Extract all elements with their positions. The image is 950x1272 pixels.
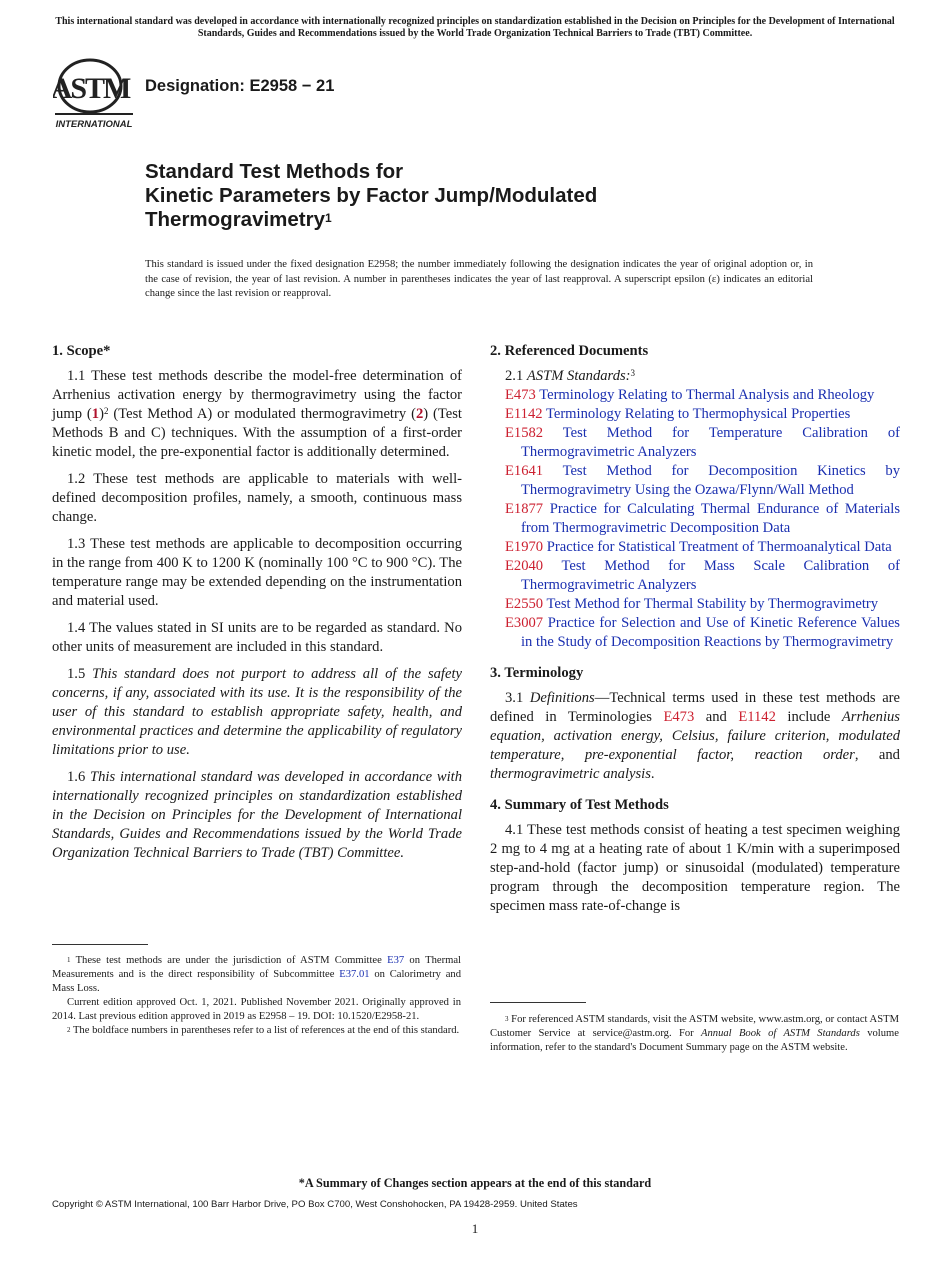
reference-title[interactable]: Test Method for Decomposition Kinetics by Thermogravimetry Using the Ozawa/Flynn/Wall Method — [521, 463, 901, 498]
reference-item[interactable] — [490, 405, 900, 424]
reference-item[interactable] — [490, 595, 900, 614]
scope-1-4: 1.4 The values stated in SI units are to be regarded as standard. No other units of measurement are included in this standard. — [52, 620, 462, 655]
reference-item[interactable] — [490, 614, 900, 652]
reference-code[interactable]: E2550 — [505, 596, 544, 612]
footnote-mark-2: 2 — [103, 406, 109, 416]
reference-title[interactable]: Practice for Selection and Use of Kinetic Reference Values in the Study of Decomposition Reactions by Thermogravimetry — [521, 615, 900, 650]
reference-code[interactable]: E1582 — [505, 425, 544, 441]
scope-1-2: 1.2 These test methods are applicable to materials with well-defined decomposition profiles, namely, a smooth, continuous mass change. — [52, 471, 462, 525]
committee-link-e37[interactable]: E37 — [387, 955, 405, 966]
footnote-1: $^1$ These test methods are under the jurisdiction of ASTM Committee E37 on Thermal Measurements and is the direct responsibility of Subcommittee E37.01 on Calorimetry and Mass Loss. — [52, 955, 461, 994]
reference-item[interactable] — [490, 386, 900, 405]
scope-1-1: 1.1 These test methods describe the model-free determination of Arrhenius activation energy by thermogravimetry using the factor jump (1)$^2$ (Test Method A) or modulated thermogravimetry (2) (Test Methods B and C) techniques. With the assumption of a first-order kinetic model, the pre-exponential factor is additionally determined. — [52, 368, 462, 460]
document-title — [145, 160, 825, 232]
footnotes-left — [52, 954, 461, 1038]
reference-code[interactable]: E1970 — [505, 539, 544, 555]
terminology-heading: 3. Terminology — [490, 665, 584, 681]
reference-title[interactable]: Terminology Relating to Thermophysical Properties — [545, 406, 851, 422]
reference-item[interactable] — [490, 462, 900, 500]
reference-title[interactable]: Terminology Relating to Thermal Analysis and Rheology — [539, 387, 875, 403]
title-line-3: Thermogravimetry — [145, 208, 326, 231]
summary-of-changes-note: *A Summary of Changes section appears at the end of this standard — [298, 1176, 652, 1190]
reference-code[interactable]: E1641 — [505, 463, 544, 479]
scope-heading: 1. Scope* — [52, 343, 111, 359]
copyright: Copyright © ASTM International, 100 Barr Harbor Drive, PO Box C700, West Conshohocken, PA 19428-2959. United States — [52, 1199, 578, 1210]
reference-title[interactable]: Practice for Calculating Thermal Endurance of Materials from Thermogravimetric Decomposition Data — [521, 501, 900, 536]
summary-heading: 4. Summary of Test Methods — [490, 797, 669, 813]
reference-link-2[interactable]: 2 — [415, 406, 424, 422]
reference-title[interactable]: Test Method for Temperature Calibration of Thermogravimetric Analyzers — [521, 425, 901, 460]
footnote-rule-right — [490, 1002, 586, 1003]
reference-title[interactable]: Test Method for Thermal Stability by Thermogravimetry — [546, 596, 879, 612]
reference-item[interactable] — [490, 424, 900, 462]
edition-note: Current edition approved Oct. 1, 2021. Published November 2021. Originally approved in 2014. Last previous edition approved in 2019 as E2958 – 19. DOI: 10.1520/E2958-21. — [52, 997, 461, 1022]
scope-1-5: 1.5 This standard does not purport to address all of the safety concerns, if any, associated with its use. It is the responsibility of the user of this standard to establish appropriate safety, health, and environmental practices and determine the applicability of regulatory limitations prior to use. — [52, 666, 462, 758]
reference-item[interactable] — [490, 500, 900, 538]
designation: Designation: E2958 − 21 — [145, 77, 335, 95]
terminology-link-e473[interactable]: E473 — [663, 709, 695, 725]
footnotes-right — [490, 1013, 899, 1055]
reference-item[interactable] — [490, 557, 900, 595]
footnote-mark-3: 3 — [630, 368, 636, 378]
title-line-2: Kinetic Parameters by Factor Jump/Modulated — [145, 184, 598, 207]
reference-code[interactable]: E2040 — [505, 558, 544, 574]
referenced-documents-heading: 2. Referenced Documents — [490, 343, 649, 359]
scope-1-6: 1.6 This international standard was developed in accordance with internationally recognized principles on standardization established in the Decision on Principles for the Development of International Standards, Guides and Recommendations issued by the World Trade Organization Technical Barriers to Trade (TBT) Committee. — [52, 769, 463, 861]
reference-code[interactable]: E1142 — [505, 406, 543, 422]
summary-4-1: 4.1 These test methods consist of heating a test specimen weighing 2 mg to 4 mg at a heating rate of about 1 K/min with a superimposed step-and-hold (factor jump) or sinusoidal (modulated) temperature program through the decomposition temperature region. The specimen mass rate-of-change is — [490, 822, 900, 914]
astm-logo — [53, 56, 135, 132]
reference-title[interactable]: Practice for Statistical Treatment of Thermoanalytical Data — [546, 539, 892, 555]
title-line-1: Standard Test Methods for — [145, 160, 404, 183]
astm-logo-graphic — [53, 56, 135, 132]
astm-standards-subheading: 2.1 ASTM Standards:$^3$ — [505, 368, 636, 384]
right-column — [490, 342, 900, 924]
logo-letters: ASTM — [53, 72, 130, 105]
reference-code[interactable]: E3007 — [505, 615, 544, 631]
logo-subtext: INTERNATIONAL — [55, 119, 133, 130]
left-column — [52, 342, 462, 871]
footnote-3: $^3$ For referenced ASTM standards, visit the ASTM website, www.astm.org, or contact ASTM Customer Service at service@astm.org. For Annual Book of ASTM Standards volume information, refer to the standard's Document Summary page on the ASTM website. — [490, 1014, 899, 1053]
development-notice: This international standard was developed in accordance with internationally recognized principles on standardization established in the Decision on Principles for the Development of International Standards, Guides and Recommendations issued by the World Trade Organization Technical Barriers to Trade (TBT) Committee. — [55, 16, 895, 39]
terminology-3-1: 3.1 Definitions—Technical terms used in these test methods are defined in Terminologies E473 and E1142 include Arrhenius equation, activation energy, Celsius, failure criterion, modulated temperature, pre-exponential factor, reaction order, and thermogravimetric analysis. — [490, 690, 901, 782]
page-number: 1 — [471, 1221, 479, 1236]
reference-link-1[interactable]: 1 — [91, 406, 100, 422]
subcommittee-link-e37-01[interactable]: E37.01 — [339, 969, 370, 980]
footnote-2: $^2$ The boldface numbers in parentheses refer to a list of references at the end of this standard. — [67, 1025, 460, 1036]
scope-1-3: 1.3 These test methods are applicable to decomposition occurring in the range from 400 K to 1200 K (nominally 100 °C to 900 °C). The temperature range may be extended depending on the instrumentation and material used. — [52, 536, 462, 609]
title-footnote-mark: 1 — [325, 211, 332, 225]
referenced-documents-list — [490, 386, 900, 652]
reference-item[interactable] — [490, 538, 900, 557]
terminology-link-e1142[interactable]: E1142 — [738, 709, 776, 725]
issuance-statement: This standard is issued under the fixed designation E2958; the number immediately following the designation indicates the year of original adoption or, in the case of revision, the year of last revision. A number in parentheses indicates the year of last reapproval. A superscript epsilon (ε) indicates an editorial change since the last revision or reapproval. — [145, 259, 813, 299]
reference-code[interactable]: E1877 — [505, 501, 544, 517]
footnote-rule-left — [52, 944, 148, 945]
reference-title[interactable]: Test Method for Mass Scale Calibration of Thermogravimetric Analyzers — [521, 558, 900, 593]
reference-code[interactable]: E473 — [505, 387, 536, 403]
